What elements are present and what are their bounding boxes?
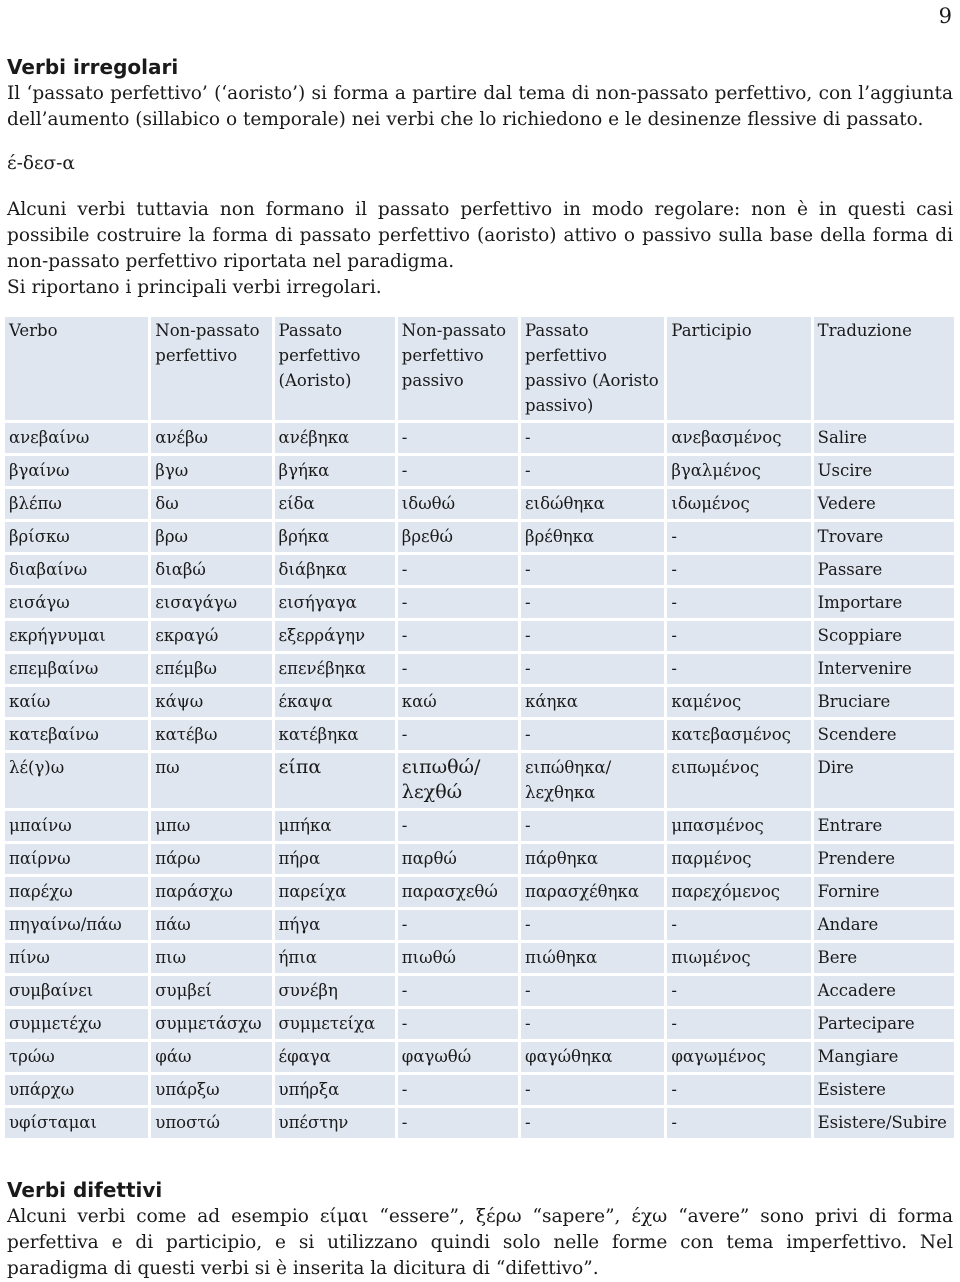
table-cell: - bbox=[398, 588, 518, 618]
table-cell: Vedere bbox=[814, 489, 954, 519]
table-row bbox=[5, 555, 954, 585]
table-row bbox=[5, 720, 954, 750]
table-cell: - bbox=[667, 654, 810, 684]
table-cell: φαγώθηκα bbox=[521, 1042, 664, 1072]
table-cell: συμμετέχω bbox=[5, 1009, 148, 1039]
table-cell: - bbox=[521, 621, 664, 651]
table-cell: Fornire bbox=[814, 877, 954, 907]
table-cell: διάβηκα bbox=[275, 555, 395, 585]
table-row bbox=[5, 687, 954, 717]
table-cell: επέμβω bbox=[151, 654, 271, 684]
table-cell: βγήκα bbox=[275, 456, 395, 486]
table-cell: - bbox=[521, 1075, 664, 1105]
column-header: Traduzione bbox=[814, 317, 954, 420]
table-cell: Accadere bbox=[814, 976, 954, 1006]
table-cell: πηγαίνω/πάω bbox=[5, 910, 148, 940]
table-cell: κατέβηκα bbox=[275, 720, 395, 750]
table-cell: είπα bbox=[275, 753, 395, 808]
table-cell: συμμετείχα bbox=[275, 1009, 395, 1039]
table-cell: - bbox=[521, 588, 664, 618]
table-cell: εισαγάγω bbox=[151, 588, 271, 618]
table-cell: εισήγαγα bbox=[275, 588, 395, 618]
table-cell: πήγα bbox=[275, 910, 395, 940]
table-cell: Uscire bbox=[814, 456, 954, 486]
table-cell: είδα bbox=[275, 489, 395, 519]
table-cell: Esistere/Subire bbox=[814, 1108, 954, 1138]
table-cell: υπάρχω bbox=[5, 1075, 148, 1105]
table-cell: κατεβαίνω bbox=[5, 720, 148, 750]
table-cell: φαγωμένος bbox=[667, 1042, 810, 1072]
defective-verbs-section bbox=[7, 1177, 953, 1282]
page-number: 9 bbox=[938, 4, 952, 28]
table-cell: Salire bbox=[814, 423, 954, 453]
table-cell: παρεχόμενος bbox=[667, 877, 810, 907]
table-cell: Bere bbox=[814, 943, 954, 973]
table-row bbox=[5, 588, 954, 618]
column-header: Non-passato perfettivo passivo bbox=[398, 317, 518, 420]
table-cell: Prendere bbox=[814, 844, 954, 874]
table-cell: Andare bbox=[814, 910, 954, 940]
table-cell: - bbox=[398, 1075, 518, 1105]
table-cell: - bbox=[667, 1009, 810, 1039]
table-cell: ιδωθώ bbox=[398, 489, 518, 519]
table-cell: πήρα bbox=[275, 844, 395, 874]
table-cell: πίνω bbox=[5, 943, 148, 973]
table-cell: Trovare bbox=[814, 522, 954, 552]
table-cell: φάω bbox=[151, 1042, 271, 1072]
table-row bbox=[5, 943, 954, 973]
table-cell: βγαίνω bbox=[5, 456, 148, 486]
table-cell: υπήρξα bbox=[275, 1075, 395, 1105]
table-row bbox=[5, 522, 954, 552]
table-cell: δω bbox=[151, 489, 271, 519]
table-cell: - bbox=[521, 1108, 664, 1138]
table-cell: ειπωμένος bbox=[667, 753, 810, 808]
header-row bbox=[5, 317, 954, 420]
table-cell: Bruciare bbox=[814, 687, 954, 717]
table-row bbox=[5, 1009, 954, 1039]
table-cell: κατεβασμένος bbox=[667, 720, 810, 750]
table-cell: πάω bbox=[151, 910, 271, 940]
table-cell: κάψω bbox=[151, 687, 271, 717]
table-cell: βρω bbox=[151, 522, 271, 552]
table-cell: - bbox=[667, 555, 810, 585]
table-cell: μπαίνω bbox=[5, 811, 148, 841]
table-cell: - bbox=[398, 423, 518, 453]
column-header: Non-passato perfettivo bbox=[151, 317, 271, 420]
table-cell: - bbox=[667, 1108, 810, 1138]
table-cell: - bbox=[398, 621, 518, 651]
table-cell: διαβαίνω bbox=[5, 555, 148, 585]
table-cell: - bbox=[398, 654, 518, 684]
table-cell: παρμένος bbox=[667, 844, 810, 874]
table-cell: ανεβασμένος bbox=[667, 423, 810, 453]
table-row bbox=[5, 877, 954, 907]
table-cell: μπήκα bbox=[275, 811, 395, 841]
table-cell: - bbox=[521, 910, 664, 940]
table-cell: - bbox=[521, 555, 664, 585]
example-form: έ-δεσ-α bbox=[7, 153, 75, 174]
table-row bbox=[5, 621, 954, 651]
table-cell: - bbox=[521, 976, 664, 1006]
table-cell: ιδωμένος bbox=[667, 489, 810, 519]
table-cell: Scoppiare bbox=[814, 621, 954, 651]
table-cell: Intervenire bbox=[814, 654, 954, 684]
table-cell: παρασχέθηκα bbox=[521, 877, 664, 907]
table-cell: Passare bbox=[814, 555, 954, 585]
table-row bbox=[5, 844, 954, 874]
table-cell: - bbox=[398, 811, 518, 841]
table-cell: - bbox=[667, 910, 810, 940]
defective-verbs-paragraph: Alcuni verbi come ad esempio είμαι “essere”, ξέρω “sapere”, έχω “avere” sono privi di forma perfettiva e di participio, e si utilizzano quindi solo nelle forme con tema imperfettivo. Nel paradigma di questi verbi si è inserita la dicitura di “difettivo”. bbox=[7, 1206, 953, 1279]
table-cell: παίρνω bbox=[5, 844, 148, 874]
table-cell: ανεβαίνω bbox=[5, 423, 148, 453]
table-cell: βρεθώ bbox=[398, 522, 518, 552]
table-cell: Esistere bbox=[814, 1075, 954, 1105]
table-cell: βρέθηκα bbox=[521, 522, 664, 552]
table-cell: πιω bbox=[151, 943, 271, 973]
table-cell: εισάγω bbox=[5, 588, 148, 618]
table-cell: - bbox=[398, 1009, 518, 1039]
section-title-defective-verbs: Verbi difettivi bbox=[7, 1178, 163, 1202]
table-cell: επεμβαίνω bbox=[5, 654, 148, 684]
table-cell: - bbox=[667, 522, 810, 552]
table-cell: κατέβω bbox=[151, 720, 271, 750]
table-cell: βγαλμένος bbox=[667, 456, 810, 486]
table-cell: συμβεί bbox=[151, 976, 271, 1006]
table-cell: εκρήγνυμαι bbox=[5, 621, 148, 651]
table-cell: παρθώ bbox=[398, 844, 518, 874]
table-cell: - bbox=[398, 1108, 518, 1138]
table-cell: - bbox=[398, 456, 518, 486]
table-cell: λέ(γ)ω bbox=[5, 753, 148, 808]
table-cell: - bbox=[521, 720, 664, 750]
table-cell: ανέβω bbox=[151, 423, 271, 453]
page-content bbox=[7, 54, 953, 1282]
table-row bbox=[5, 976, 954, 1006]
table-row bbox=[5, 489, 954, 519]
irregular-verbs-table bbox=[2, 314, 957, 1141]
table-cell: υπάρξω bbox=[151, 1075, 271, 1105]
table-cell: πιωμένος bbox=[667, 943, 810, 973]
table-cell: βλέπω bbox=[5, 489, 148, 519]
table-cell: - bbox=[521, 1009, 664, 1039]
table-cell: έκαψα bbox=[275, 687, 395, 717]
table-cell: συμμετάσχω bbox=[151, 1009, 271, 1039]
table-cell: - bbox=[521, 654, 664, 684]
table-cell: - bbox=[521, 423, 664, 453]
table-cell: - bbox=[521, 811, 664, 841]
table-row bbox=[5, 456, 954, 486]
table-cell: βρίσκω bbox=[5, 522, 148, 552]
table-cell: ανέβηκα bbox=[275, 423, 395, 453]
table-header bbox=[5, 317, 954, 420]
table-intro-note: Si riportano i principali verbi irregolari. bbox=[7, 277, 382, 298]
table-cell: Mangiare bbox=[814, 1042, 954, 1072]
table-cell: παράσχω bbox=[151, 877, 271, 907]
table-cell: τρώω bbox=[5, 1042, 148, 1072]
table-row bbox=[5, 811, 954, 841]
table-cell: εκραγώ bbox=[151, 621, 271, 651]
table-row bbox=[5, 423, 954, 453]
table-cell: επενέβηκα bbox=[275, 654, 395, 684]
table-cell: Partecipare bbox=[814, 1009, 954, 1039]
table-cell: - bbox=[398, 910, 518, 940]
table-cell: ειπώθηκα/λεχθηκα bbox=[521, 753, 664, 808]
table-cell: - bbox=[398, 976, 518, 1006]
table-cell: - bbox=[398, 555, 518, 585]
table-cell: παρέχω bbox=[5, 877, 148, 907]
column-header: Participio bbox=[667, 317, 810, 420]
table-cell: καώ bbox=[398, 687, 518, 717]
table-cell: υφίσταμαι bbox=[5, 1108, 148, 1138]
table-cell: πω bbox=[151, 753, 271, 808]
table-cell: Entrare bbox=[814, 811, 954, 841]
table-row bbox=[5, 1075, 954, 1105]
table-cell: υποστώ bbox=[151, 1108, 271, 1138]
table-cell: βρήκα bbox=[275, 522, 395, 552]
table-cell: - bbox=[667, 976, 810, 1006]
table-cell: καμένος bbox=[667, 687, 810, 717]
table-cell: Dire bbox=[814, 753, 954, 808]
table-cell: - bbox=[398, 720, 518, 750]
column-header: Passato perfettivo (Aoristo) bbox=[275, 317, 395, 420]
table-cell: - bbox=[521, 456, 664, 486]
table-cell: υπέστην bbox=[275, 1108, 395, 1138]
table-cell: πιώθηκα bbox=[521, 943, 664, 973]
table-cell: συμβαίνει bbox=[5, 976, 148, 1006]
table-cell: - bbox=[667, 1075, 810, 1105]
table-cell: παρασχεθώ bbox=[398, 877, 518, 907]
table-row bbox=[5, 1042, 954, 1072]
table-row bbox=[5, 910, 954, 940]
table-cell: συνέβη bbox=[275, 976, 395, 1006]
section-title-irregular-verbs: Verbi irregolari bbox=[7, 55, 179, 79]
column-header: Passato perfettivo passivo (Aoristo passivo) bbox=[521, 317, 664, 420]
table-cell: - bbox=[667, 588, 810, 618]
table-cell: καίω bbox=[5, 687, 148, 717]
table-cell: ειδώθηκα bbox=[521, 489, 664, 519]
table-cell: βγω bbox=[151, 456, 271, 486]
table-cell: ειπωθώ/λεχθώ bbox=[398, 753, 518, 808]
table-cell: πιωθώ bbox=[398, 943, 518, 973]
table-cell: πάρω bbox=[151, 844, 271, 874]
table-row bbox=[5, 654, 954, 684]
explanation-paragraph: Alcuni verbi tuttavia non formano il passato perfettivo in modo regolare: non è in questi casi possibile costruire la forma di passato perfettivo (aoristo) attivo o passivo sulla base della forma di non-passato perfettivo riportata nel paradigma. bbox=[7, 199, 953, 272]
table-cell: - bbox=[667, 621, 810, 651]
table-row bbox=[5, 1108, 954, 1138]
table-cell: πάρθηκα bbox=[521, 844, 664, 874]
table-cell: μπω bbox=[151, 811, 271, 841]
intro-paragraph: Il ‘passato perfettivo’ (‘aoristo’) si forma a partire dal tema di non-passato perfettivo, con l’aggiunta dell’aumento (sillabico o temporale) nei verbi che lo richiedono e le desinenze flessive di passato. bbox=[7, 83, 953, 130]
table-cell: κάηκα bbox=[521, 687, 664, 717]
table-cell: μπασμένος bbox=[667, 811, 810, 841]
table-cell: ήπια bbox=[275, 943, 395, 973]
table-cell: φαγωθώ bbox=[398, 1042, 518, 1072]
table-cell: εξερράγην bbox=[275, 621, 395, 651]
table-cell: Scendere bbox=[814, 720, 954, 750]
table-body bbox=[5, 423, 954, 1138]
table-cell: διαβώ bbox=[151, 555, 271, 585]
table-cell: παρείχα bbox=[275, 877, 395, 907]
table-cell: έφαγα bbox=[275, 1042, 395, 1072]
table-cell: Importare bbox=[814, 588, 954, 618]
column-header: Verbo bbox=[5, 317, 148, 420]
table-row bbox=[5, 753, 954, 808]
